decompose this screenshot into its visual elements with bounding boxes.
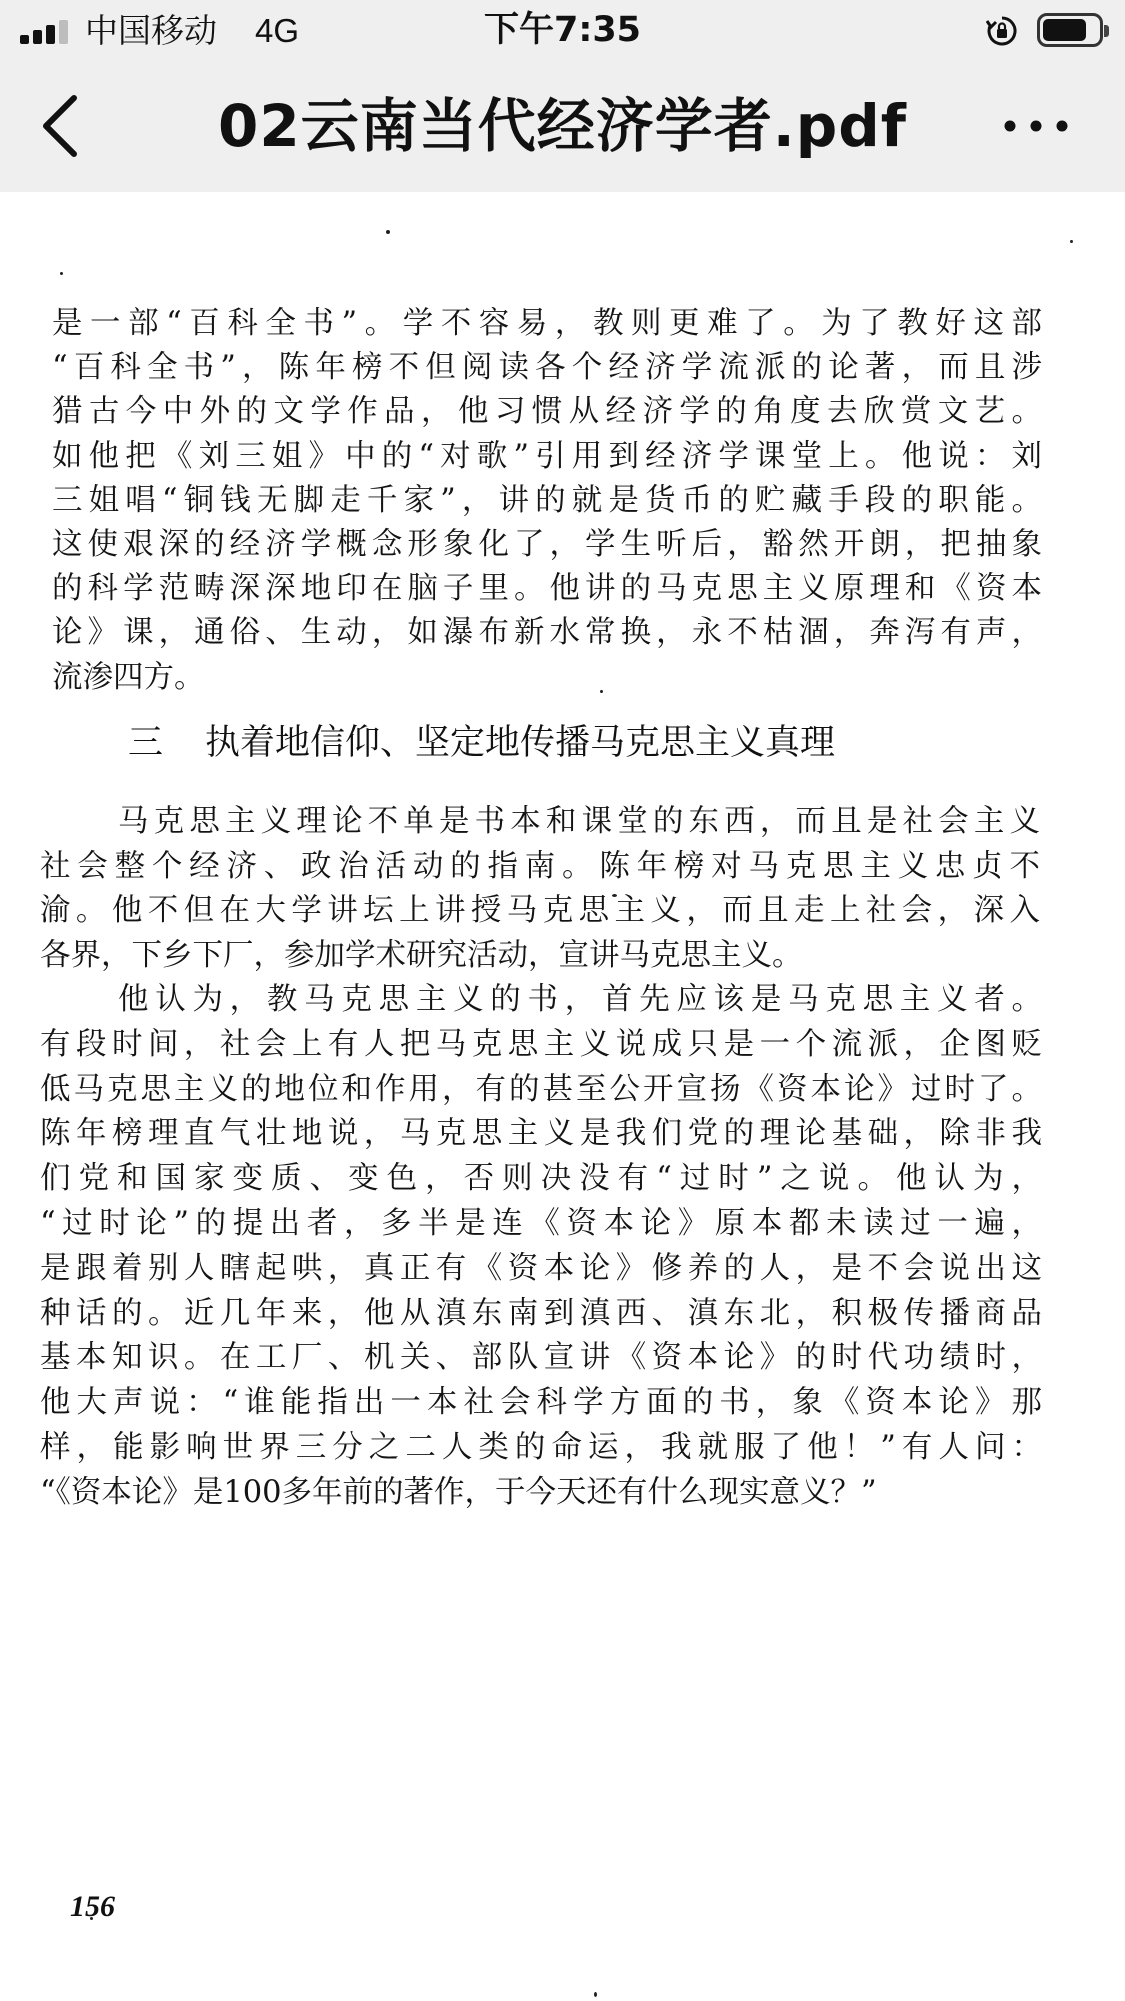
text-line: 这使艰深的经济学概念形象化了，学生听后，豁然开朗，把抽象 [52,527,1042,562]
text-line: “过时论”的提出者，多半是连《资本论》原本都未读过一遍， [40,1206,1042,1241]
chevron-left-icon [46,98,74,154]
status-time: 下午7:35 [483,10,642,50]
text-line: 们党和国家变质、变色，否则决没有“过时”之说。他认为， [40,1161,1042,1197]
battery-icon [1037,13,1103,47]
text-line: “百科全书”，陈年榜不但阅读各个经济学流派的论著，而且涉 [52,350,1042,386]
scan-speck [1070,240,1073,243]
text-line: 是跟着别人瞎起哄，真正有《资本论》修养的人，是不会说出这 [40,1250,1042,1286]
text-line: 有段时间，社会上有人把马克思主义说成只是一个流派，企图贬 [40,1026,1042,1062]
ellipsis-icon [1005,121,1068,132]
text-line: 如他把《刘三姐》中的“对歌”引用到经济学课堂上。他说：刘 [52,438,1042,474]
section-heading [128,718,958,768]
scan-speck [386,230,390,234]
text-line: 社会整个经济、政治活动的指南。陈年榜对马克思主义忠贞不 [40,848,1040,884]
orientation-lock-icon [986,15,1018,47]
text-line: 种话的。近几年来，他从滇东南到滇西、滇东北，积极传播商品 [40,1295,1042,1331]
text-line: 基本知识。在工厂、机关、部队宣讲《资本论》的时代功绩时， [40,1340,1042,1376]
text-line: 猎古今中外的文学作品，他习惯从经济学的角度去欣赏文艺。 [52,394,1042,430]
navigation-bar [0,62,1125,192]
text-line: 流渗四方。 [52,659,205,695]
text-line: 渝。他不但在大学讲坛上讲授马克思主义，而且走上社会，深入 [40,893,1040,928]
text-line: 样，能影响世界三分之二人类的命运，我就服了他！”有人问： [40,1430,1042,1465]
section-title: 执着地信仰、坚定地传播马克思主义真理 [205,723,836,763]
text-line: 是一部“百科全书”。学不容易，教则更难了。为了教好这部 [52,306,1042,341]
scan-speck [594,1992,597,1997]
page-number: 156 [70,1890,115,1923]
text-line: 马克思主义理论不单是书本和课堂的东西，而且是社会主义 [118,804,1040,839]
text-line: 的科学范畴深深地印在脑子里。他讲的马克思主义原理和《资本 [52,571,1042,607]
scan-speck [60,272,63,275]
section-number: 三 [128,723,164,763]
network-type: 4G [255,12,300,49]
text-line: 三姐唱“铜钱无脚走千家”，讲的就是货币的贮藏手段的职能。 [52,482,1042,518]
text-line: 他大声说：“谁能指出一本社会科学方面的书，象《资本论》那 [40,1385,1042,1421]
battery-level [1043,19,1086,41]
pdf-page[interactable] [0,192,1125,2001]
document-title: 02云南当代经济学者.pdf [217,92,907,160]
text-line: “《资本论》是100多年前的著作，于今天还有什么现实意义？” [40,1474,877,1510]
more-options-button[interactable] [1000,106,1072,146]
carrier-name: 中国移动 [85,11,217,50]
text-line: 论》课，通俗、生动，如瀑布新水常换，永不枯涸，奔泻有声， [52,615,1042,651]
status-bar [0,0,1125,62]
text-line: 各界，下乡下厂，参加学术研究活动，宣讲马克思主义。 [40,937,803,973]
text-line: 陈年榜理直气壮地说，马克思主义是我们党的理论基础，除非我 [40,1116,1042,1152]
text-line: 他认为，教马克思主义的书，首先应该是马克思主义者。 [118,982,1042,1017]
back-button[interactable] [36,92,96,160]
text-line: 低马克思主义的地位和作用，有的甚至公开宣扬《资本论》过时了。 [40,1071,1042,1107]
